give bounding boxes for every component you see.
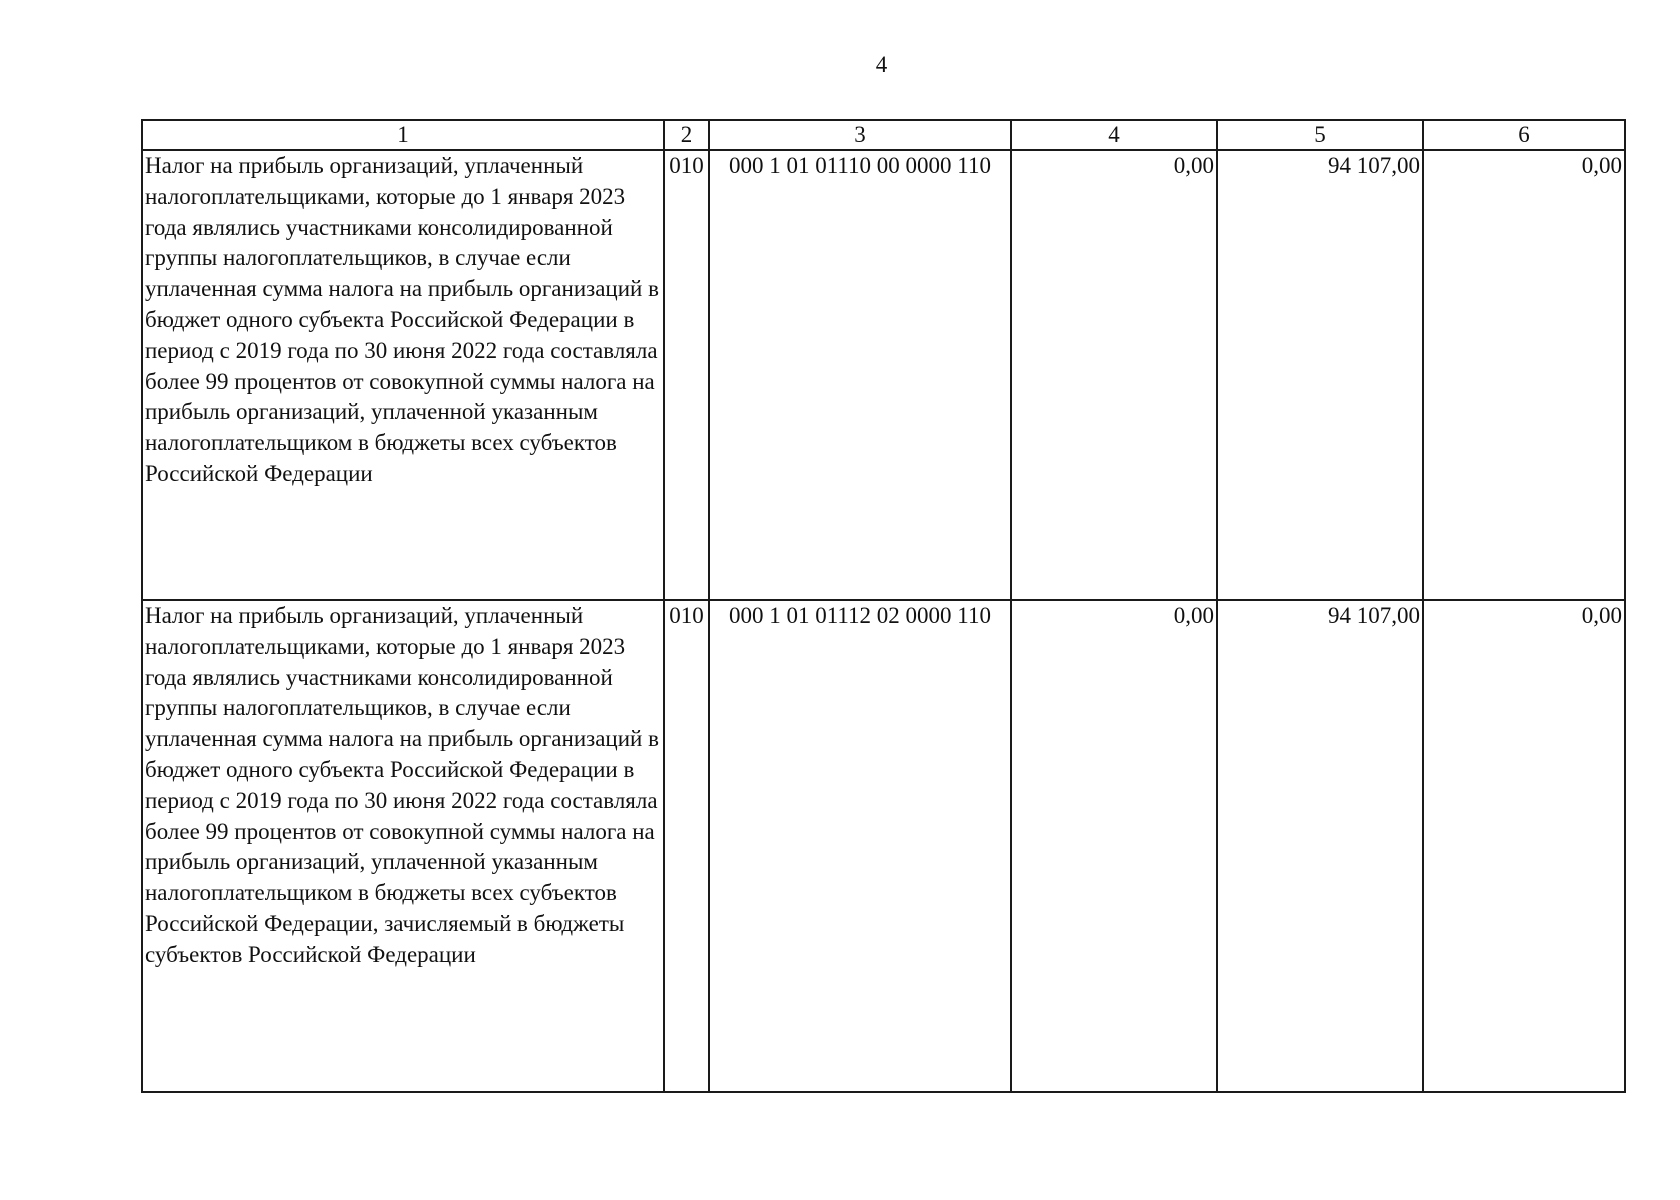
income-name-cell: Налог на прибыль организаций, уплаченный налогоплательщиками, которые до 1 января 2023 года являлись участниками консолидированной группы налогоплательщиков, в случае если уплаченная сумма налога на прибыль организаций в бюджет одного субъекта Российской Федерации в период с 2019 года по 30 июня 2022 года составляла более 99 процентов от совокупной суммы налога на прибыль организаций, уплаченной указанным налогоплательщиком в бюджеты всех субъектов Российской Федерации, зачисляемый в бюджеты субъектов Российской Федерации [142,600,664,1092]
amount-column-6-cell: 0,00 [1423,150,1625,600]
column-header-4: 4 [1011,120,1217,150]
amount-column-4-cell: 0,00 [1011,150,1217,600]
budget-classification-code-cell: 000 1 01 01112 02 0000 110 [709,600,1011,1092]
line-code-cell: 010 [664,150,709,600]
column-header-6: 6 [1423,120,1625,150]
budget-table [141,119,1626,1093]
page-number: 4 [875,52,888,77]
table-row [142,600,1625,1092]
income-name-cell: Налог на прибыль организаций, уплаченный налогоплательщиками, которые до 1 января 2023 года являлись участниками консолидированной группы налогоплательщиков, в случае если уплаченная сумма налога на прибыль организаций в бюджет одного субъекта Российской Федерации в период с 2019 года по 30 июня 2022 года составляла более 99 процентов от совокупной суммы налога на прибыль организаций, уплаченной указанным налогоплательщиком в бюджеты всех субъектов Российской Федерации [142,150,664,600]
column-header-1: 1 [142,120,664,150]
column-header-5: 5 [1217,120,1423,150]
column-header-3: 3 [709,120,1011,150]
amount-column-5-cell: 94 107,00 [1217,600,1423,1092]
line-code-cell: 010 [664,600,709,1092]
amount-column-4-cell: 0,00 [1011,600,1217,1092]
table-row [142,150,1625,600]
budget-classification-code-cell: 000 1 01 01110 00 0000 110 [709,150,1011,600]
amount-column-6-cell: 0,00 [1423,600,1625,1092]
table-header-row [142,120,1625,150]
amount-column-5-cell: 94 107,00 [1217,150,1423,600]
column-header-2: 2 [664,120,709,150]
